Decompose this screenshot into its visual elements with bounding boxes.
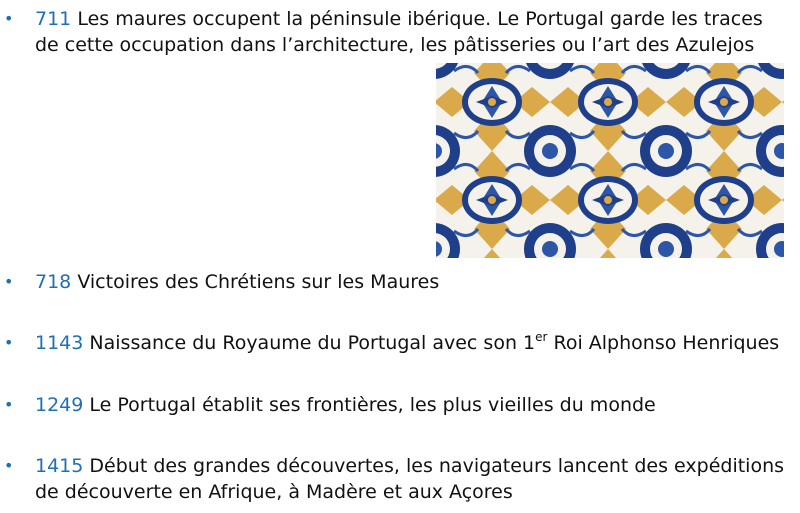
item-text [35,330,800,356]
bullet: • [4,9,14,28]
year-label: 711 [35,8,72,30]
year-label: 1249 [35,394,84,416]
year-label: 1143 [35,332,84,354]
ordinal-superscript: er [535,330,548,344]
year-label: 718 [35,271,72,293]
bullet: • [4,272,14,291]
item-description: Début des grandes découvertes, les navigateurs lancent des expéditions de découverte en Afrique, à Madère et aux Açores [35,455,785,503]
item-description: Victoires des Chrétiens sur les Maures [77,271,440,293]
item-description-end: Roi Alphonso Henriques [547,332,780,354]
bullet: • [4,333,14,352]
bullet: • [4,395,14,414]
item-description: Le Portugal établit ses frontières, les plus vieilles du monde [89,394,656,416]
item-description: Naissance du Royaume du Portugal avec son 1 [89,332,536,354]
item-description: Les maures occupent la péninsule ibérique. Le Portugal garde les traces de cette occupation dans l’architecture, les pâtisseries ou l’art des Azulejos [35,8,763,56]
item-text [35,392,792,418]
azulejos-tile-image [436,63,784,258]
year-label: 1415 [35,455,84,477]
bullet: • [4,456,14,475]
item-text [35,453,792,505]
item-text [35,269,792,295]
item-text [35,6,792,58]
